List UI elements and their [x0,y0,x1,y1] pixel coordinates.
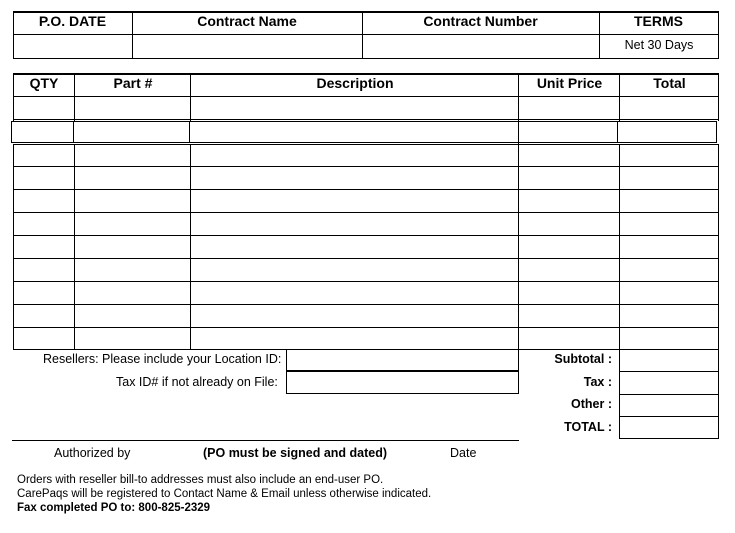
footer-note-po: Orders with reseller bill-to addresses must also include an end-user PO. [17,474,384,486]
col-divider [718,144,719,349]
total-label: TOTAL : [564,420,612,434]
tax-label: Tax : [583,375,612,389]
table-row [13,119,719,120]
total-field[interactable] [620,417,718,438]
signature-note: (PO must be signed and dated) [203,446,388,460]
signature-line[interactable] [12,440,519,441]
other-label: Other : [571,397,612,411]
contract-name-field[interactable] [133,35,361,57]
col-divider [74,144,75,349]
other-field[interactable] [620,395,718,416]
footer-fax: Fax completed PO to: 800-825-2329 [17,502,211,514]
po-date-field[interactable] [14,35,131,57]
location-id-field[interactable] [286,349,519,371]
col-unit-price-header: Unit Price [536,75,603,91]
table-row [13,189,719,190]
col-divider [190,144,191,349]
header-terms: TERMS [634,13,683,29]
totals-hline [619,438,719,439]
table-row [13,258,719,259]
authorized-by-label: Authorized by [54,446,131,460]
col-divider [13,144,14,349]
subtotal-label: Subtotal : [554,352,612,366]
col-divider [718,73,719,121]
location-id-label: Resellers: Please include your Location ID: [43,352,282,366]
table-row [13,235,719,236]
col-divider [13,73,14,121]
table-row [13,166,719,167]
header-contract-number: Contract Number [423,13,538,29]
table-row [11,142,717,143]
contract-number-field[interactable] [363,35,598,57]
tax-field[interactable] [620,372,718,394]
table-row [13,144,719,145]
col-divider [190,73,191,121]
col-total-header: Total [653,75,686,91]
footer-note-carepaqs: CarePaqs will be registered to Contact Name & Email unless otherwise indicated. [17,488,432,500]
col-divider [716,121,717,142]
header-po-date: P.O. DATE [38,13,107,29]
table-row [13,304,719,305]
subtotal-field[interactable] [620,350,718,371]
tax-id-field[interactable] [286,371,519,394]
col-description-header: Description [316,75,394,91]
col-divider [74,73,75,121]
col-divider [518,73,519,349]
table-row [13,212,719,213]
table-row [11,121,717,122]
table-row [13,327,719,328]
header-vline [718,11,719,58]
table-row [13,281,719,282]
date-label: Date [450,446,477,460]
col-divider [617,121,618,142]
col-divider [73,121,74,142]
col-divider [11,121,12,142]
col-divider [619,144,620,349]
header-contract-name: Contract Name [197,13,297,29]
header-bottom-border [13,58,719,59]
col-divider [189,121,190,142]
col-qty-header: QTY [29,75,59,91]
table-row [13,96,719,97]
terms-field[interactable]: Net 30 Days [624,38,694,52]
tax-id-label: Tax ID# if not already on File: [116,375,278,389]
col-divider [619,73,620,121]
col-part-header: Part # [113,75,153,91]
